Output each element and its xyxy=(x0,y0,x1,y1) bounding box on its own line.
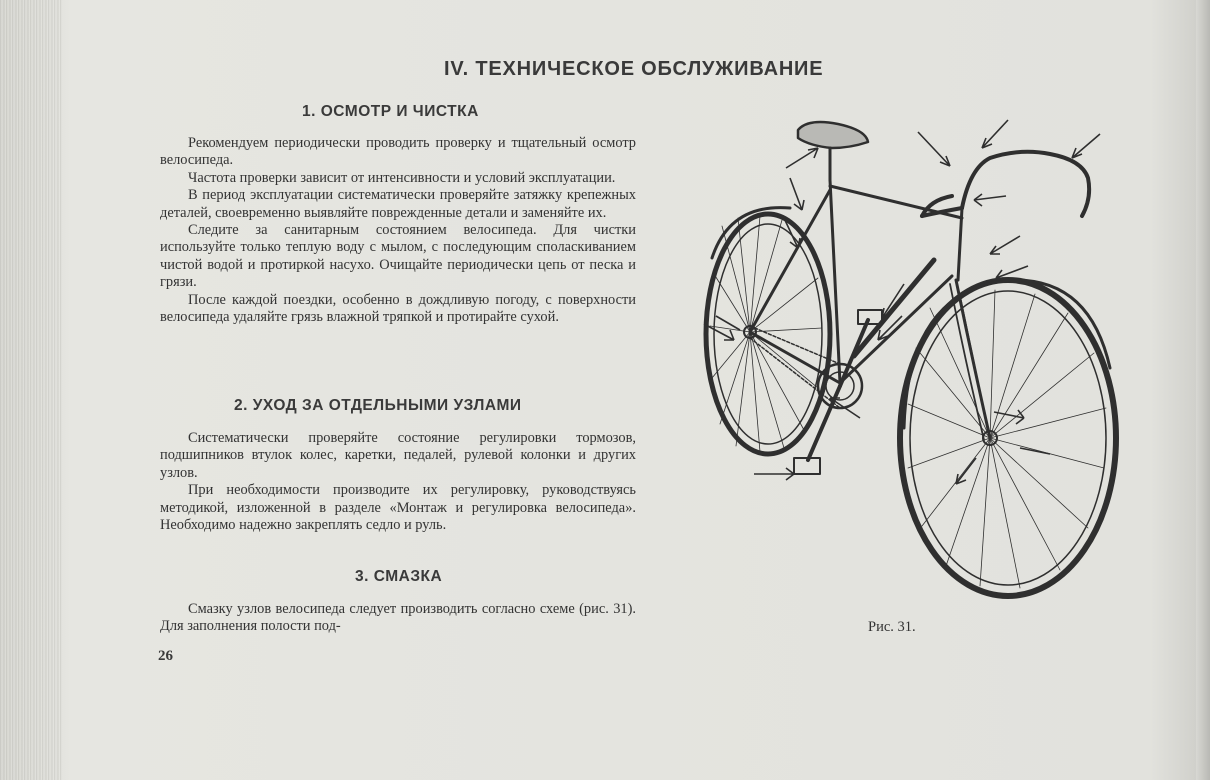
paragraph: В период эксплуатации систематически проверяйте затяжку крепежных деталей, своевременно выявляйте поврежденные детали и заменяйте их. xyxy=(160,187,636,221)
page-right-edge xyxy=(1196,0,1210,780)
section-body-maintenance xyxy=(160,430,636,534)
paragraph: Частота проверки зависит от интенсивности и условий эксплуатации. xyxy=(188,169,616,186)
section-heading-inspection: 1. ОСМОТР И ЧИСТКА xyxy=(302,103,479,120)
saddle xyxy=(798,122,868,180)
page-number: 26 xyxy=(158,648,173,664)
paragraph: При необходимости производите их регулировку, руководствуясь методикой, изложенной в разделе «Монтаж и регулировка велосипеда». Необходимо надежно закреплять седло и руль. xyxy=(160,482,636,534)
section-body-lubrication xyxy=(160,601,636,636)
paragraph: Систематически проверяйте состояние регулировки тормозов, подшипников втулок колес, каретки, педалей, рулевой колонки и других узлов. xyxy=(160,430,636,481)
bicycle-icon xyxy=(690,108,1130,613)
section-heading-maintenance: 2. УХОД ЗА ОТДЕЛЬНЫМИ УЗЛАМИ xyxy=(234,397,522,414)
front-wheel xyxy=(900,280,1116,596)
paragraph: Смазку узлов велосипеда следует производить согласно схеме (рис. 31). Для заполнения полости под- xyxy=(160,601,636,635)
paragraph: Рекомендуем периодически проводить проверку и тщательный осмотр велосипеда. xyxy=(160,135,636,169)
bicycle-figure xyxy=(690,108,1130,613)
chapter-title: IV. ТЕХНИЧЕСКОЕ ОБСЛУЖИВАНИЕ xyxy=(444,58,824,80)
paragraph: Следите за санитарным состоянием велосипеда. Для чистки используйте только теплую воду с мылом, с последующим споласкиванием чистой водой и протиркой насухо. Очищайте периодически цепь от песка и грязи. xyxy=(160,222,636,291)
section-heading-lubrication: 3. СМАЗКА xyxy=(355,568,443,585)
handlebar xyxy=(922,152,1089,216)
figure-caption: Рис. 31. xyxy=(868,619,916,635)
paragraph: После каждой поездки, особенно в дождливую погоду, с поверхности велосипеда удаляйте грязь влажной тряпкой и протирайте сухой. xyxy=(160,291,636,326)
section-body-inspection xyxy=(160,135,636,326)
page-stack-edges xyxy=(0,0,62,780)
